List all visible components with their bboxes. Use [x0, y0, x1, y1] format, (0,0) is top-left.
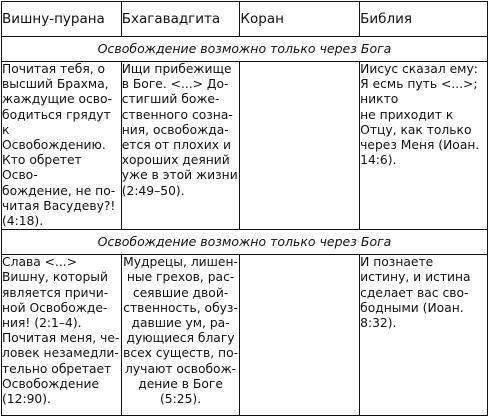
table-row — [2, 255, 488, 416]
cell-vishnu-purana: Почитая тебя, о высший Брахма, жаждущие осво- бодиться грядут к Освобождению. Кто обретет Осво- бождение, не по- читая Васудеву?! (4:18). — [2, 62, 122, 230]
cell-quran — [240, 62, 360, 230]
table-header-row — [2, 2, 488, 37]
section-row — [2, 37, 488, 62]
cell-bible: И познаете истину, и истина сделает вас сво- бодными (Иоан. 8:32). — [360, 255, 488, 416]
section-row — [2, 230, 488, 255]
section-title: Освобождение возможно только через Бога — [2, 37, 488, 62]
column-header-quran: Коран — [240, 2, 360, 37]
cell-vishnu-purana: Слава <...> Вишну, который является причи- ной Освобожде- ния! (2:1–4). Почитая меня, че- ловек незамедли- тельно обретает Освобождение (12:90). — [2, 255, 122, 416]
cell-bible: Иисус сказал ему: Я есмь путь <...>; никто не приходит к Отцу, как только через Меня (Иоан. 14:6). — [360, 62, 488, 230]
cell-bhagavad-gita: Ищи прибежище в Боге. <...> До- стигший боже- ственного созна- ния, освобожда- ется от плохих и хороших деяний уже в этой жизни (2:49–50). — [121, 62, 240, 230]
column-header-bible: Библия — [360, 2, 488, 37]
cell-bhagavad-gita: Мудрецы, лишен- ные грехов, рас- сеявшие двой- ственность, обуз- давшие ум, ра- дующиеся благу всех существ, по- лучают освобож- дение в Боге (5:25). — [121, 255, 240, 416]
column-header-vishnu-purana: Вишну-пурана — [2, 2, 122, 37]
table-row — [2, 62, 488, 230]
cell-quran — [240, 255, 360, 416]
comparison-table — [1, 1, 488, 416]
section-title: Освобождение возможно только через Бога — [2, 230, 488, 255]
column-header-bhagavad-gita: Бхагавадгита — [121, 2, 240, 37]
